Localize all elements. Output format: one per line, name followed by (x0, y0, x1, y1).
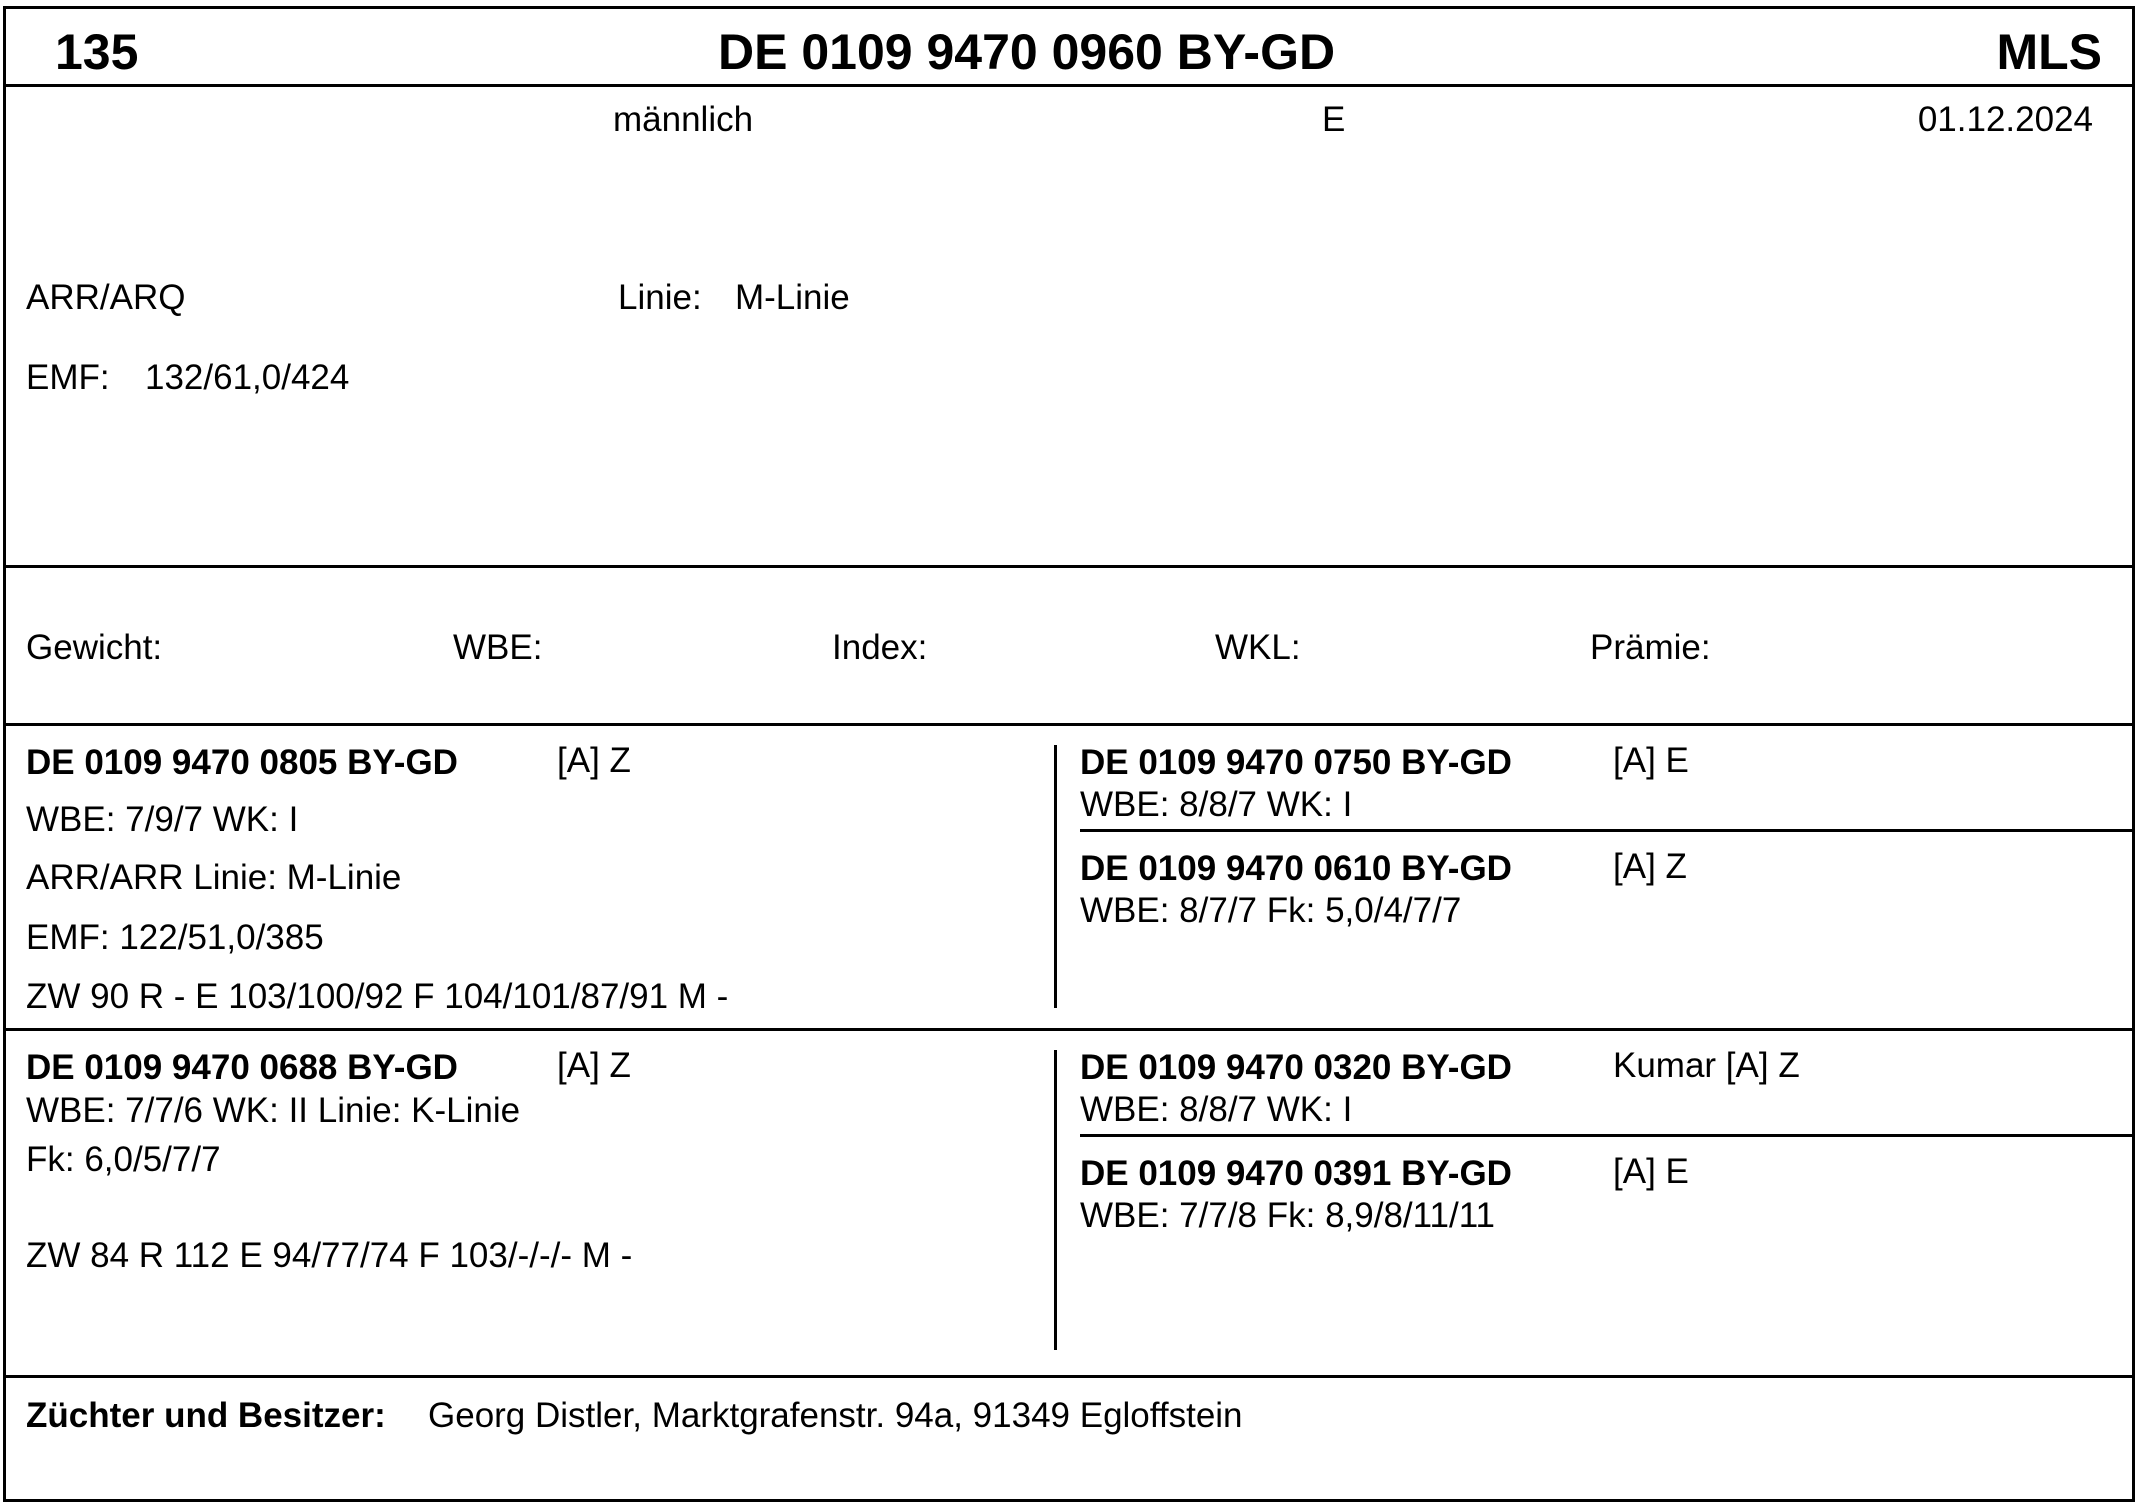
sire-dam-ring-number: DE 0109 9470 0610 BY-GD (1080, 849, 1512, 888)
divider (3, 1028, 2135, 1031)
dam-breeding-values: ZW 84 R 112 E 94/77/74 F 103/-/-/- M - (26, 1236, 633, 1275)
dam-dam-wbe: WBE: 7/7/8 Fk: 8,9/8/11/11 (1080, 1196, 1496, 1235)
wkl-label: WKL: (1215, 628, 1301, 667)
premium-label: Prämie: (1590, 628, 1711, 667)
column-divider (1054, 1050, 1057, 1350)
divider (1080, 1134, 2135, 1137)
dam-sire-ring-number: DE 0109 9470 0320 BY-GD (1080, 1048, 1512, 1087)
index-label: Index: (832, 628, 928, 667)
registry-code: E (1322, 100, 1346, 139)
sire-wbe: WBE: 7/9/7 WK: I (26, 800, 299, 839)
sire-ring-number: DE 0109 9470 0805 BY-GD (26, 743, 458, 782)
dam-ring-number: DE 0109 9470 0688 BY-GD (26, 1048, 458, 1087)
weight-label: Gewicht: (26, 628, 163, 667)
animal-number: 135 (55, 24, 139, 80)
dam-dam-tag: [A] E (1613, 1152, 1689, 1191)
genotype: ARR/ARQ (26, 278, 186, 317)
dam-sire-wbe: WBE: 8/8/7 WK: I (1080, 1090, 1353, 1129)
line-value: M-Linie (735, 278, 850, 317)
dam-sire-tag: Kumar [A] Z (1613, 1046, 1800, 1085)
dam-fk: Fk: 6,0/5/7/7 (26, 1140, 221, 1179)
divider (3, 565, 2135, 568)
divider (3, 723, 2135, 726)
sire-emf: EMF: 122/51,0/385 (26, 918, 324, 957)
breeder-owner-label: Züchter und Besitzer: (26, 1396, 386, 1435)
sire-dam-wbe: WBE: 8/7/7 Fk: 5,0/4/7/7 (1080, 891, 1462, 930)
emf-value: 132/61,0/424 (145, 358, 350, 397)
breeder-owner-value: Georg Distler, Marktgrafenstr. 94a, 91349 Egloffstein (428, 1396, 1243, 1435)
sire-tag: [A] Z (557, 741, 631, 780)
dam-wbe-line: WBE: 7/7/6 WK: II Linie: K-Linie (26, 1091, 521, 1130)
sire-breeding-values: ZW 90 R - E 103/100/92 F 104/101/87/91 M - (26, 977, 729, 1016)
line-label: Linie: (618, 278, 702, 317)
sire-sire-ring-number: DE 0109 9470 0750 BY-GD (1080, 743, 1512, 782)
dam-tag: [A] Z (557, 1046, 631, 1085)
sire-genotype-line: ARR/ARR Linie: M-Linie (26, 858, 402, 897)
animal-ring-number: DE 0109 9470 0960 BY-GD (718, 24, 1336, 80)
emf-label: EMF: (26, 358, 110, 397)
sire-sire-wbe: WBE: 8/8/7 WK: I (1080, 785, 1353, 824)
divider (1080, 829, 2135, 832)
sire-sire-tag: [A] E (1613, 741, 1689, 780)
sex: männlich (613, 100, 754, 139)
divider (3, 84, 2135, 87)
sire-dam-tag: [A] Z (1613, 847, 1687, 886)
birth-date: 01.12.2024 (1917, 100, 2093, 139)
breed-code: MLS (1996, 24, 2102, 80)
dam-dam-ring-number: DE 0109 9470 0391 BY-GD (1080, 1154, 1512, 1193)
column-divider (1054, 745, 1057, 1008)
wbe-label: WBE: (453, 628, 543, 667)
divider (3, 1375, 2135, 1378)
